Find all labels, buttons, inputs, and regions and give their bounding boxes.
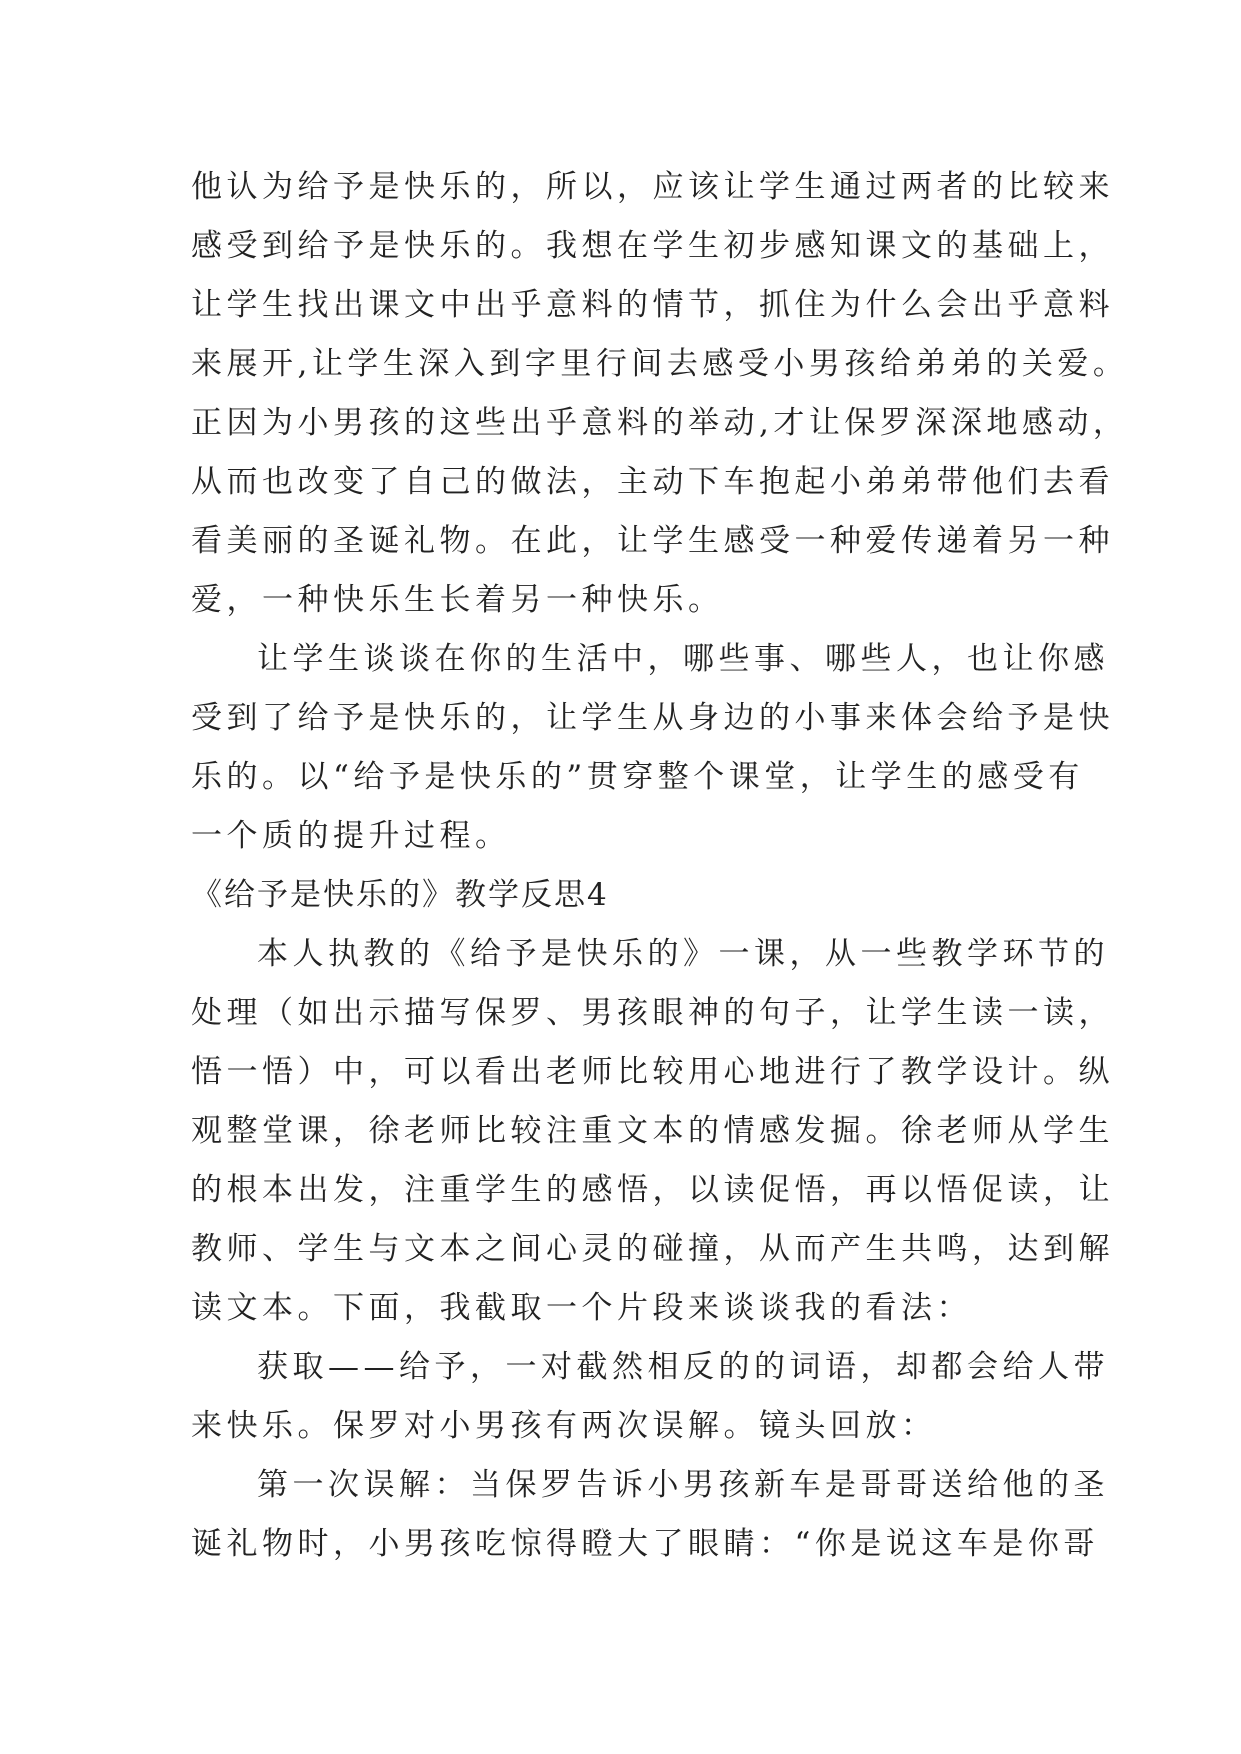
text-line: 看美丽的圣诞礼物。在此，让学生感受一种爱传递着另一种	[191, 523, 1114, 559]
text-line: 诞礼物时，小男孩吃惊得瞪大了眼睛：“你是说这车是你哥	[191, 1526, 1099, 1562]
text-line: 他认为给予是快乐的，所以，应该让学生通过两者的比较来	[191, 169, 1114, 205]
paragraph	[191, 1338, 1109, 1456]
text-line: 让学生谈谈在你的生活中，哪些事、哪些人，也让你感	[257, 641, 1109, 677]
text-line: 的根本出发，注重学生的感悟，以读促悟，再以悟促读，让	[191, 1172, 1114, 1208]
text-line: 获取——给予，一对截然相反的的词语，却都会给人带	[257, 1349, 1109, 1385]
paragraph	[191, 630, 1114, 866]
heading-line: 《给予是快乐的》教学反思4	[191, 877, 609, 913]
text-line: 从而也改变了自己的做法，主动下车抱起小弟弟带他们去看	[191, 464, 1114, 500]
text-line: 本人执教的《给予是快乐的》一课，从一些教学环节的	[257, 936, 1109, 972]
text-line: 乐的。以“给予是快乐的”贯穿整个课堂，让学生的感受有	[191, 759, 1084, 795]
section-heading	[191, 866, 1071, 925]
text-line: 一个质的提升过程。	[191, 818, 511, 854]
text-line: 处理（如出示描写保罗、男孩眼神的句子，让学生读一读，	[191, 995, 1114, 1031]
text-line: 让学生找出课文中出乎意料的情节，抓住为什么会出乎意料	[191, 287, 1114, 323]
text-line: 教师、学生与文本之间心灵的碰撞，从而产生共鸣，达到解	[191, 1231, 1114, 1267]
text-line: 来展开,让学生深入到字里行间去感受小男孩给弟弟的关爱。	[191, 346, 1129, 382]
paragraph	[191, 1456, 1109, 1574]
text-line: 悟一悟）中，可以看出老师比较用心地进行了教学设计。纵	[191, 1054, 1114, 1090]
text-line: 感受到给予是快乐的。我想在学生初步感知课文的基础上，	[191, 228, 1114, 264]
text-line: 读文本。下面，我截取一个片段来谈谈我的看法：	[191, 1290, 972, 1326]
text-line: 来快乐。保罗对小男孩有两次误解。镜头回放：	[191, 1408, 937, 1444]
text-line: 观整堂课，徐老师比较注重文本的情感发掘。徐老师从学生	[191, 1113, 1114, 1149]
paragraph	[191, 158, 1129, 630]
text-line: 第一次误解：当保罗告诉小男孩新车是哥哥送给他的圣	[257, 1467, 1109, 1503]
paragraph	[191, 925, 1114, 1338]
document-body	[191, 158, 1129, 1574]
text-line: 正因为小男孩的这些出乎意料的举动,才让保罗深深地感动，	[191, 405, 1129, 441]
text-line: 爱，一种快乐生长着另一种快乐。	[191, 582, 724, 618]
text-line: 受到了给予是快乐的，让学生从身边的小事来体会给予是快	[191, 700, 1114, 736]
